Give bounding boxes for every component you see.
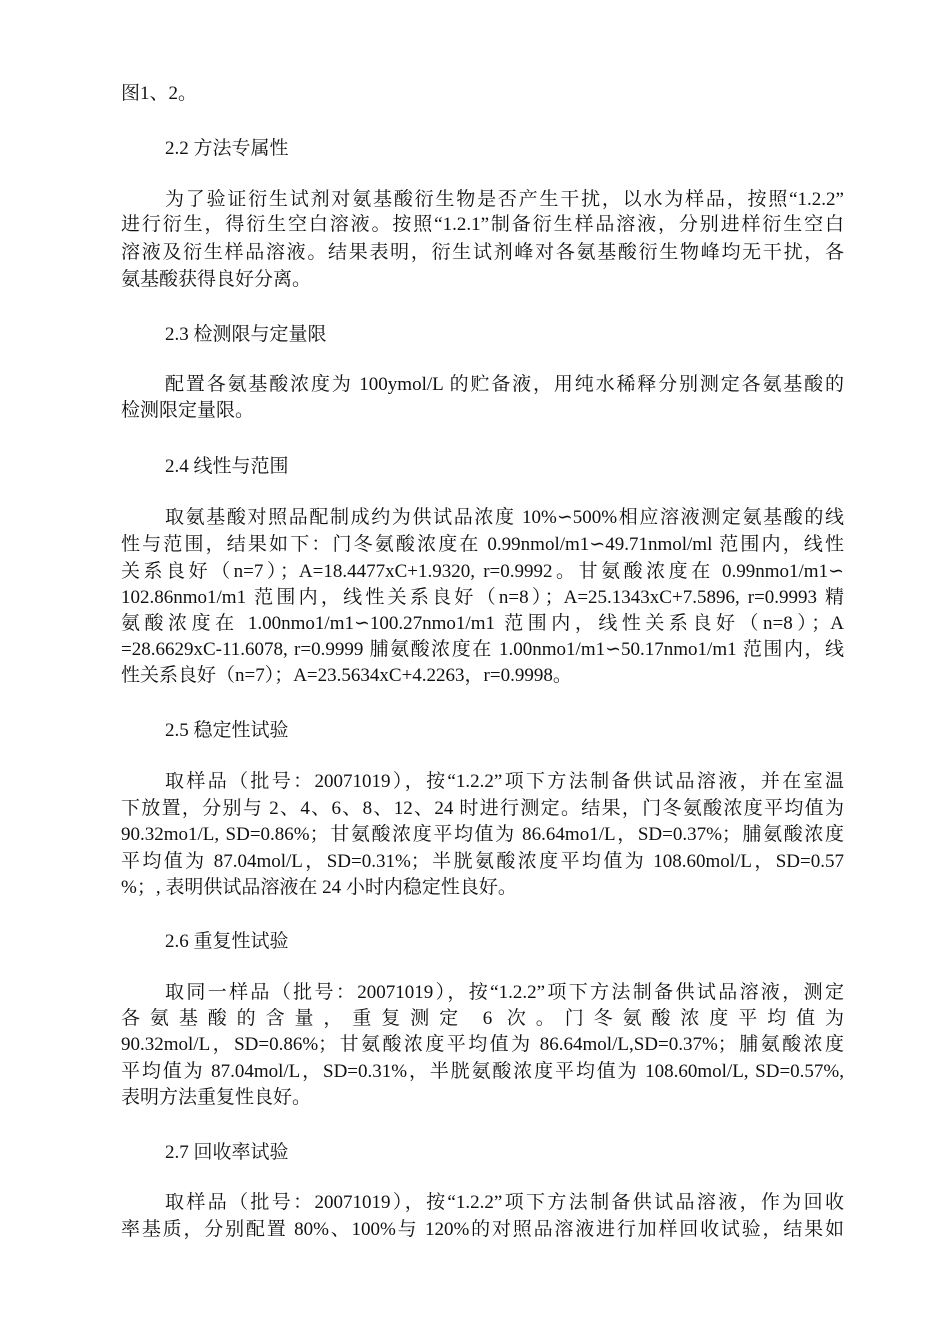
paragraph-line: 取同一样品（批号：20071019），按“1.2.2”项下方法制备供试品溶液，测定 xyxy=(165,982,844,1003)
paragraph-line: 表明方法重复性良好。 xyxy=(121,1087,312,1108)
paragraph-line: 性关系良好（n=7）；A=23.5634xC+4.2263，r=0.9998。 xyxy=(121,665,572,686)
paragraph-line: %；, 表明供试品溶液在 24 小时内稳定性良好。 xyxy=(121,877,517,898)
section-heading: 2.5 稳定性试验 xyxy=(165,720,289,741)
paragraph-line: 平均值为 87.04mol/L，SD=0.31%，半胱氨酸浓度平均值为 108.60mol/L, SD=0.57%, xyxy=(121,1061,844,1082)
paragraph-line: 取氨基酸对照品配制成约为供试品浓度 10%∽500%相应溶液测定氨基酸的线 xyxy=(165,507,844,528)
paragraph-line: 进行衍生，得衍生空白溶液。按照“1.2.1”制备衍生样品溶液，分别进样衍生空白 xyxy=(121,214,844,235)
paragraph-line: 取样品（批号：20071019），按“1.2.2”项下方法制备供试品溶液，并在室温 xyxy=(165,771,844,792)
paragraph-line: 各氨基酸的含量，重复测定 6 次。门冬氨酸浓度平均值为 xyxy=(121,1008,844,1029)
section-heading: 2.7 回收率试验 xyxy=(165,1142,289,1163)
section-heading: 2.6 重复性试验 xyxy=(165,931,289,952)
paragraph-line: 溶液及衍生样品溶液。结果表明，衍生试剂峰对各氨基酸衍生物峰均无干扰，各 xyxy=(121,242,844,263)
paragraph-line: 取样品（批号：20071019），按“1.2.2”项下方法制备供试品溶液，作为回收 xyxy=(165,1192,844,1213)
paragraph-line: 下放置，分别与 2、4、6、8、12、24 时进行测定。结果，门冬氨酸浓度平均值为 xyxy=(121,798,844,819)
paragraph-line: 氨酸浓度在 1.00nmo1/m1∽100.27nmo1/m1 范围内，线性关系良好（n=8）；A xyxy=(121,613,844,634)
paragraph-line: 90.32mo1/L, SD=0.86%；甘氨酸浓度平均值为 86.64mo1/L，SD=0.37%；脯氨酸浓度 xyxy=(121,824,844,845)
paragraph-line: 关系良好（n=7）；A=18.4477xC+1.9320, r=0.9992。甘氨酸浓度在 0.99nmo1/m1∽ xyxy=(121,561,844,582)
paragraph-line: 平均值为 87.04mol/L，SD=0.31%；半胱氨酸浓度平均值为 108.60mol/L，SD=0.57 xyxy=(121,851,844,872)
paragraph-line: 为了验证衍生试剂对氨基酸衍生物是否产生干扰，以水为样品，按照“1.2.2” xyxy=(165,189,844,210)
section-heading: 2.4 线性与范围 xyxy=(165,456,289,477)
paragraph-line: 率基质，分别配置 80%、100%与 120%的对照品溶液进行加样回收试验，结果如 xyxy=(121,1219,844,1240)
paragraph-line: 检测限定量限。 xyxy=(121,400,255,421)
paragraph-line: 性与范围，结果如下：门冬氨酸浓度在 0.99nmol/m1∽49.71nmol/ml 范围内，线性 xyxy=(121,534,844,555)
intro-line: 图1、2。 xyxy=(121,83,198,104)
paragraph-line: 90.32mol/L，SD=0.86%；甘氨酸浓度平均值为 86.64mol/L,SD=0.37%；脯氨酸浓度 xyxy=(121,1034,844,1055)
paragraph-line: =28.6629xC-11.6078, r=0.9999 脯氨酸浓度在 1.00nmo1/m1∽50.17nmo1/m1 范围内，线 xyxy=(121,639,844,660)
paragraph-line: 配置各氨基酸浓度为 100ymol/L 的贮备液，用纯水稀释分别测定各氨基酸的 xyxy=(165,374,844,395)
paragraph-line: 102.86nmo1/m1 范围内，线性关系良好（n=8）；A=25.1343xC+7.5896, r=0.9993 精 xyxy=(121,587,844,608)
section-heading: 2.3 检测限与定量限 xyxy=(165,324,327,345)
section-heading: 2.2 方法专属性 xyxy=(165,138,289,159)
paragraph-line: 氨基酸获得良好分离。 xyxy=(121,269,312,290)
